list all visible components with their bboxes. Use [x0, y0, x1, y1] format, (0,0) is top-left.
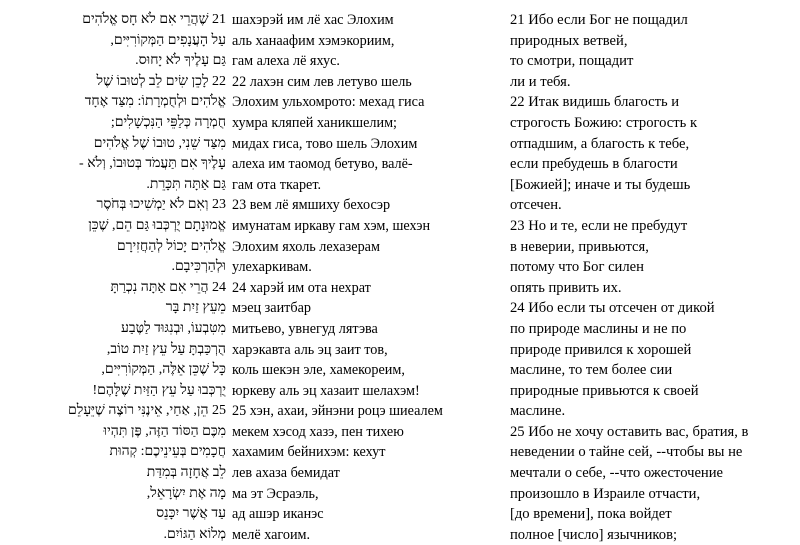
hebrew-line: אֱלֹהִים וּלְחֻמְרָתוֹ: מִצַּד אֶחָד [84, 94, 226, 110]
russian-line: полное [число] язычников; [510, 526, 678, 543]
russian-line: неведении о тайне сей, --чтобы вы не [510, 444, 743, 461]
transliteration-line: мекем хэсод хазэ, пен тихею [232, 423, 404, 440]
transliteration-column [232, 10, 470, 545]
transliteration-line: харэкавта аль эц заит тов, [232, 341, 388, 358]
transliteration-line: юркеву аль эц хазаит шелахэм! [232, 382, 420, 399]
transliteration-line: Элохим яхоль лехазерам [232, 238, 380, 255]
hebrew-line: יֻרְכְּבוּ עַל עֵץ הַזַּיִת שֶׁלָּהֶם! [92, 382, 226, 398]
hebrew-line: וּלְהַרְכִּיבָם. [171, 259, 226, 275]
hebrew-line: 24 הֲרֵי אִם אַתָּה נִכְרַתָּ [110, 279, 226, 295]
transliteration-line: гам алеха лё яхус. [232, 53, 340, 70]
transliteration-line: имунатам иркаву гам хэм, шехэн [232, 217, 431, 234]
hebrew-line: מְלוֹא הַגּוֹיִם. [163, 526, 226, 542]
russian-line: [Божией]; иначе и ты будешь [510, 176, 691, 193]
russian-line: 25 Ибо не хочу оставить вас, братия, в [510, 423, 749, 440]
transliteration-line: ма эт Эсраэль, [232, 485, 319, 502]
hebrew-line: עַל הָעֲנָפִים הַמְּקוֹרִיִּים, [110, 32, 226, 48]
hebrew-line: מִטִּבְעוֹ, וּבְנִגּוּד לַטֶּבַע [121, 320, 226, 336]
russian-line: 23 Но и те, если не пребудут [510, 217, 688, 234]
transliteration-line: хахамим бейнихэм: кехут [232, 444, 386, 461]
hebrew-line: 25 הֵן, אַחַי, אֵינֶנִּי רוֹצֶה שֶׁיֵּעָלֵם [68, 403, 226, 419]
transliteration-line: алеха им таомод бетуво, валё- [232, 156, 413, 173]
hebrew-line: 22 לָכֵן שִׂים לֵב לְטוּבוֹ שֶׁל [96, 73, 226, 89]
russian-line: опять привить их. [510, 279, 622, 296]
russian-line: природные привьются к своей [510, 382, 699, 399]
hebrew-line: כָּל שֶׁכֵּן אֵלֶּה, הַמְּקוֹרִיִּים, [101, 362, 226, 378]
russian-line: отпадшим, а благость к тебе, [510, 135, 690, 152]
transliteration-line: хумра кляпей ханикшелим; [232, 114, 397, 131]
russian-line: маслине. [510, 403, 566, 420]
hebrew-line: הֻרְכַּבְתָּ עַל עֵץ זַיִת טוֹב, [106, 341, 226, 357]
russian-line: произошло в Израиле отчасти, [510, 485, 701, 502]
transliteration-line: митьево, увнегуд лятэва [232, 320, 378, 337]
transliteration-line: мэец заитбар [232, 300, 311, 317]
russian-line: 22 Итак видишь благость и [510, 94, 680, 111]
russian-line: отсечен. [510, 197, 562, 214]
hebrew-line: אֱמוּנָתָם יֻרְכְּבוּ גַּם הֵם, שֶׁכֵּן [88, 217, 226, 233]
russian-line: мечтали о себе, --что ожесточение [510, 465, 724, 482]
transliteration-line: мелё хагоим. [232, 526, 311, 543]
transliteration-line: аль ханаафим хэмэкориим, [232, 32, 395, 49]
hebrew-line: חֻמְרָה כְּלַפֵּי הַנִּכְשָׁלִים; [110, 114, 226, 130]
russian-line: 24 Ибо если ты отсечен от дикой [510, 300, 715, 317]
transliteration-line: 24 харэй им ота нехрат [232, 279, 371, 296]
hebrew-line: מִכֶּם הַסּוֹד הַזֶּה, פֶּן תִּהְיוּ [103, 423, 226, 439]
russian-line: если пребудешь в благости [510, 156, 678, 173]
transliteration-line: лев ахаза бемидат [232, 465, 340, 482]
russian-line: то смотри, пощадит [510, 53, 634, 70]
russian-line: природных ветвей, [510, 32, 628, 49]
transliteration-line: коль шекэн эле, хамекореим, [232, 362, 405, 379]
transliteration-line: улехаркивам. [232, 259, 312, 276]
transliteration-line: мидах гиса, тово шель Элохим [232, 135, 418, 152]
hebrew-line: 21 שֶׁהֲרֵי אִם לֹא חָס אֱלֹהִים [82, 12, 226, 27]
hebrew-line: אֱלֹהִים יָכוֹל לְהַחֲזִירָם [116, 238, 226, 254]
transliteration-line: 25 хэн, ахаи, эйнэни роцэ шиеалем [232, 403, 443, 420]
transliteration-line: Элохим ульхомрото: мехад гиса [232, 94, 425, 111]
hebrew-line: עָלֶיךָ אִם תַּעֲמֹד בְּטוּבוֹ, וְלֹא - [79, 156, 226, 172]
hebrew-line: גַּם אַתָּה תִּכָּרֵת. [146, 176, 226, 192]
russian-line: маслине, то тем более сии [510, 362, 673, 379]
transliteration-line: гам ота ткарет. [232, 176, 322, 193]
russian-line: строгость Божию: строгость к [510, 114, 698, 131]
russian-column [510, 10, 755, 545]
hebrew-line: מִצַּד שֵׁנִי, טוּבוֹ שֶׁל אֱלֹהִים [93, 135, 226, 151]
russian-line: ли и тебя. [510, 73, 571, 90]
transliteration-line: 22 лахэн сим лев летуво шель [232, 73, 412, 90]
russian-line: 21 Ибо если Бог не пощадил [510, 12, 688, 28]
hebrew-line: מָה אֶת יִשְׂרָאֵל, [146, 485, 226, 501]
russian-line: по природе маслины и не по [510, 320, 687, 337]
hebrew-line: לֵב אֲחָזָה בְּמִדַּת [146, 465, 226, 481]
transliteration-line: ад ашэр иканэс [232, 506, 324, 523]
russian-line: в неверии, привьются, [510, 238, 649, 255]
transliteration-line: 23 вем лё ямшиху бехосэр [232, 197, 391, 214]
russian-line: [до времени], пока войдет [510, 506, 672, 523]
russian-line: потому что Бог силен [510, 259, 644, 276]
hebrew-line: חֲכָמִים בְּעֵינֵיכֶם: קְהוּת [109, 444, 226, 460]
hebrew-column [66, 10, 226, 545]
hebrew-line: עַד אֲשֶׁר יִכָּנֵס [156, 506, 226, 522]
hebrew-line: 23 וְאִם לֹא יַמְשִׁיכוּ בְּחֹסֶר [96, 197, 226, 213]
russian-line: природе привился к хорошей [510, 341, 692, 358]
hebrew-line: מֵעֵץ זַיִת בָּר [165, 300, 226, 316]
transliteration-line: шахэрэй им лё хас Элохим [232, 12, 394, 28]
hebrew-line: גַּם עָלֶיךָ לֹא יָחוּס. [135, 53, 226, 69]
